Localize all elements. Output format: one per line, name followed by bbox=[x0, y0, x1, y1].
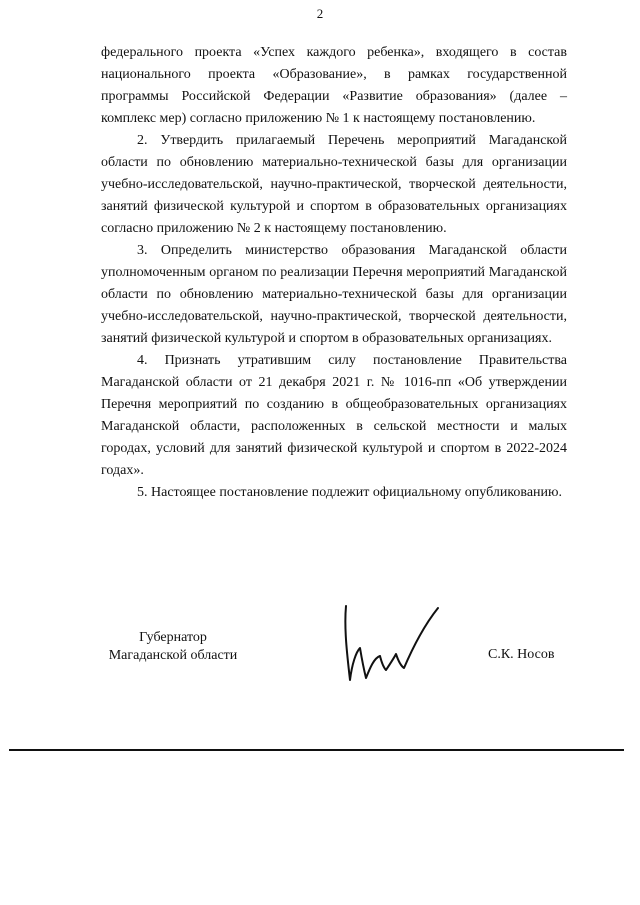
paragraph-continuation: федерального проекта «Успех каждого ребенка», входящего в состав национального проекта «Образование», в рамках государственной программы Российской Федерации «Развитие образования» (далее – комплекс мер) согласно приложению № 1 к настоящему постановлению. bbox=[101, 45, 567, 126]
footer-divider bbox=[9, 749, 624, 751]
paragraph-item-4: 4. Признать утратившим силу постановление Правительства Магаданской области от 21 декабря 2021 г. № 1016-пп «Об утверждении Перечня мероприятий по созданию в общеобразовательных организациях Магаданской области, расположенных в сельской местности и малых городах, условий для занятий физической культурой и спортом в 2022-2024 годах». bbox=[101, 353, 567, 478]
paragraph-item-3: 3. Определить министерство образования Магаданской области уполномоченным органом по реализации Перечня мероприятий Магаданской области по обновлению материально-технической базы для организации учебно-исследовательской, научно-практической, творческой деятельности, занятий физической культурой и спортом в образовательных организациях. bbox=[101, 243, 567, 346]
handwritten-signature bbox=[330, 592, 450, 702]
paragraph-item-2: 2. Утвердить прилагаемый Перечень мероприятий Магаданской области по обновлению материально-технической базы для организации учебно-исследовательской, научно-практической, творческой деятельности, занятий физической культурой и спортом в образовательных организациях согласно приложению № 2 к настоящему постановлению. bbox=[101, 133, 567, 236]
page-number: 2 bbox=[316, 6, 324, 21]
signatory-title-line-1: Губернатор bbox=[139, 630, 207, 645]
paragraph-item-5: 5. Настоящее постановление подлежит официальному опубликованию. bbox=[137, 485, 562, 500]
signatory-name: С.К. Носов bbox=[488, 647, 555, 662]
document-body bbox=[101, 42, 567, 504]
signatory-position bbox=[98, 629, 248, 665]
signatory-title-line-2: Магаданской области bbox=[108, 648, 238, 663]
